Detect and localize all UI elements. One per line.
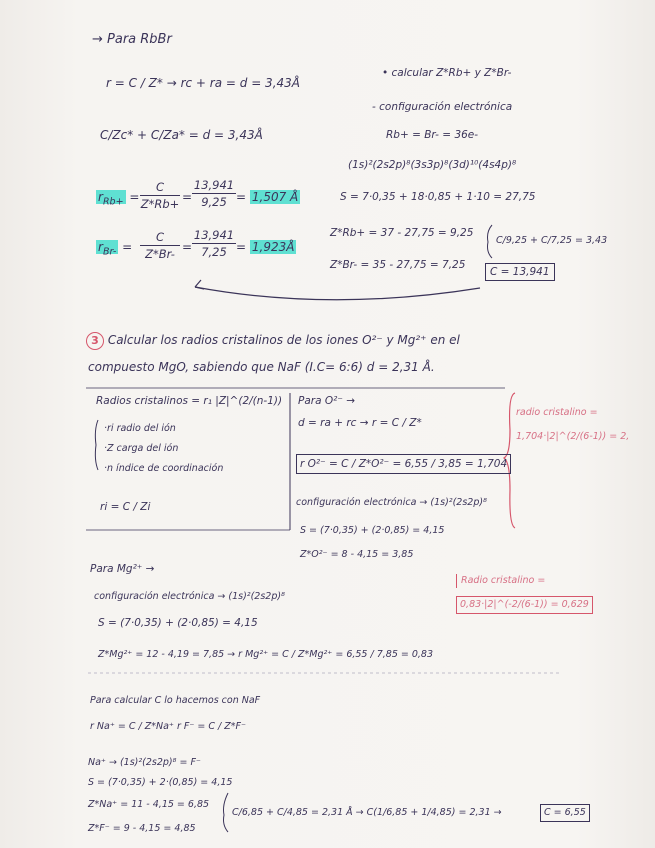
equation-line: r = C / Z* → rc + ra = d = 3,43Å — [106, 76, 300, 90]
shielding-sum: S = 7·0,35 + 18·0,85 + 1·10 = 27,75 — [340, 191, 536, 203]
equals-sign: = — [182, 240, 193, 254]
exercise-title: 3 Calcular los radios cristalinos de los iones O²⁻ y Mg²⁺ en el — [86, 332, 460, 350]
oxygen-relation: d = ra + rc → r = C / Z* — [298, 417, 422, 429]
section-header: → Para RbBr — [92, 32, 172, 47]
naf-config: Na⁺ → (1s)²(2s2p)⁸ = F⁻ — [88, 757, 201, 768]
naf-c-result: C = 6,55 — [540, 804, 590, 822]
radius-rb-result: = 1,507 Å — [236, 190, 299, 204]
crystal-radius-formula: Radios cristalinos = r₁ |Z|^(2/(n-1)) — [96, 395, 283, 407]
oxygen-config: configuración electrónica → (1s)²(2s2p)⁸ — [296, 497, 487, 508]
naf-equation: C/6,85 + C/4,85 = 2,31 Å → C(1/6,85 + 1/4,85) = 2,31 → — [232, 807, 502, 818]
oxygen-crystal-value: 1,704·|2|^(2/(6-1)) = 2, — [516, 431, 630, 442]
magnesium-zeff: Z*Mg²⁺ = 12 - 4,19 = 7,85 → r Mg²⁺ = C / Z*Mg²⁺ = 6,55 / 7,85 = 0,83 — [98, 649, 434, 660]
electron-config: (1s)²(2s2p)⁸(3s3p)⁸(3d)¹⁰(4s4p)⁸ — [348, 159, 517, 171]
naf-zeff-f: Z*F⁻ = 9 - 4,15 = 4,85 — [88, 823, 196, 834]
oxygen-zeff: Z*O²⁻ = 8 - 4,15 = 3,85 — [300, 549, 414, 560]
equals-sign: = — [182, 190, 193, 204]
oxygen-crystal-label: radio cristalino = — [516, 407, 598, 418]
fraction: C Z*Br- — [140, 230, 180, 261]
oxygen-radius: r O²⁻ = C / Z*O²⁻ = 6,55 / 3,85 = 1,704 — [296, 454, 511, 474]
fraction: 13,941 7,25 — [193, 228, 235, 259]
naf-shielding: S = (7·0,35) + 2·(0,85) = 4,15 — [88, 777, 233, 788]
legend-item: ·n índice de coordinación — [104, 463, 224, 474]
exercise-title-line2: compuesto MgO, sabiendo que NaF (I.C= 6:6) d = 2,31 Å. — [88, 360, 435, 374]
radius-br-label: $r_{Br-}$ = — [98, 240, 133, 258]
ri-definition: ri = C / Zi — [100, 501, 151, 513]
config-title: - configuración electrónica — [372, 101, 513, 113]
magnesium-config: configuración electrónica → (1s)²(2s2p)⁸ — [94, 591, 285, 602]
equation-line: C/Zc* + C/Za* = d = 3,43Å — [100, 128, 263, 142]
magnesium-header: Para Mg²⁺ → — [90, 563, 155, 575]
c-result-box: C = 13,941 — [485, 263, 555, 281]
magnesium-crystal-label: Radio cristalino = — [456, 574, 545, 588]
calc-title: • calcular Z*Rb+ y Z*Br- — [382, 67, 512, 79]
zeff-br: Z*Br- = 35 - 27,75 = 7,25 — [330, 259, 466, 271]
oxygen-shielding: S = (7·0,35) + (2·0,85) = 4,15 — [300, 525, 445, 536]
magnesium-shielding: S = (7·0,35) + (2·0,85) = 4,15 — [98, 617, 258, 629]
fraction: 13,941 9,25 — [193, 178, 235, 209]
naf-zeff-na: Z*Na⁺ = 11 - 4,15 = 6,85 — [88, 799, 210, 810]
electron-count: Rb+ = Br- = 36e- — [386, 129, 479, 141]
radius-br-result: = 1,923Å — [236, 240, 295, 254]
legend-item: ·Z carga del ión — [104, 443, 179, 454]
oxygen-header: Para O²⁻ → — [298, 395, 356, 407]
radius-rb-label: $r_{Rb+}$ = — [98, 190, 140, 208]
naf-radii: r Na⁺ = C / Z*Na⁺ r F⁻ = C / Z*F⁻ — [90, 721, 246, 732]
brace-equation: C/9,25 + C/7,25 = 3,43 — [496, 235, 608, 246]
legend-item: ·ri radio del ión — [104, 423, 176, 434]
exercise-number: 3 — [86, 332, 104, 350]
fraction: C Z*Rb+ — [140, 180, 180, 211]
magnesium-crystal-value: 0,83·|2|^(-2/(6-1)) = 0,629 — [456, 596, 593, 614]
naf-header: Para calcular C lo hacemos con NaF — [90, 695, 261, 706]
zeff-rb: Z*Rb+ = 37 - 27,75 = 9,25 — [330, 227, 474, 239]
